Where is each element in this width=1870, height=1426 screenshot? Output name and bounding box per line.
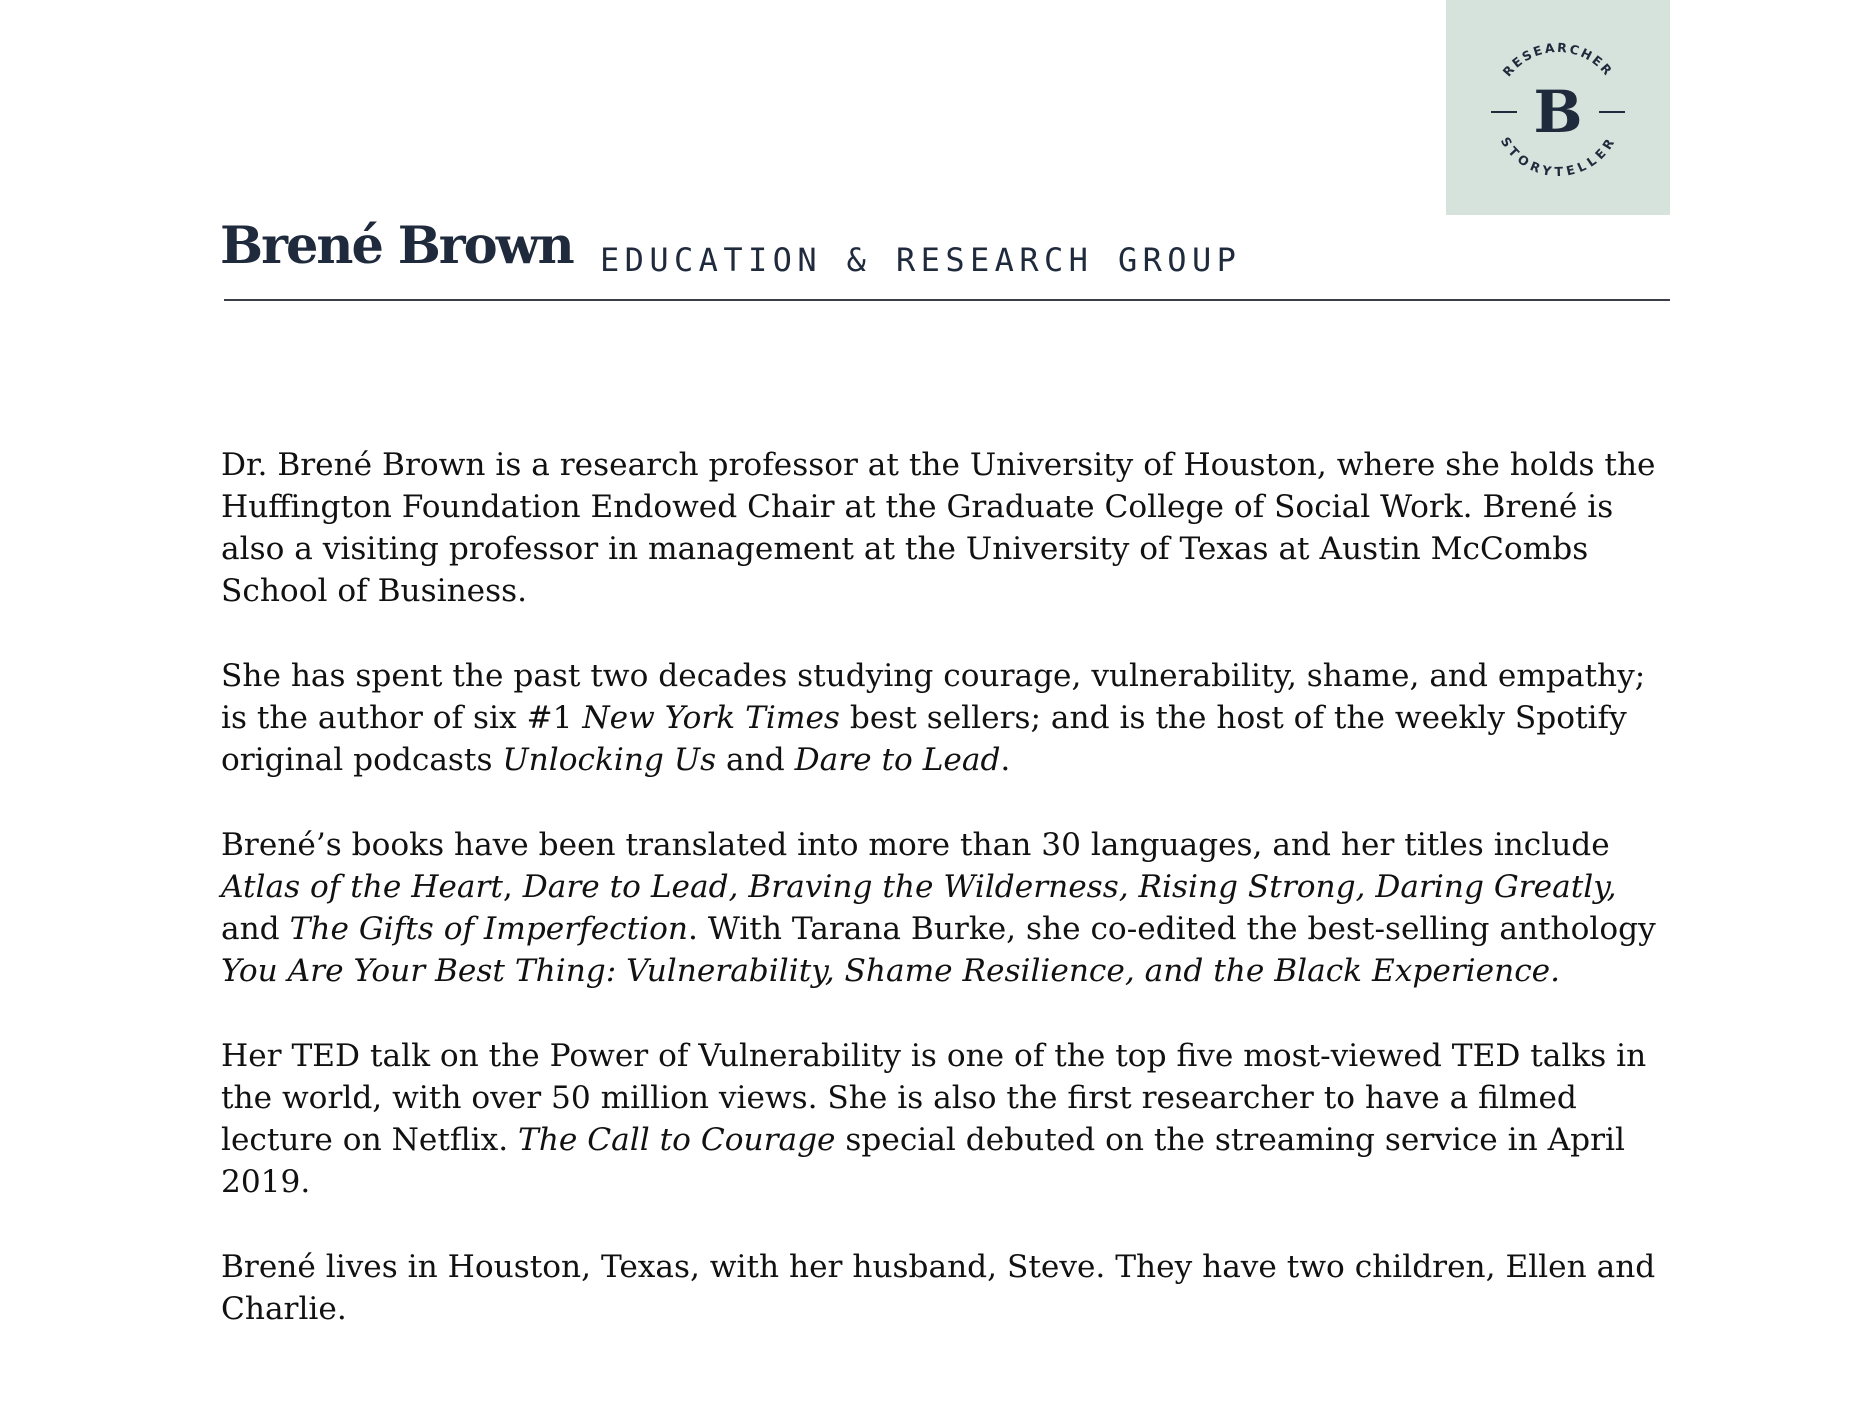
text-run: special debuted on the streaming service in April 2019. [221, 1122, 1625, 1200]
badge-letter: B [1533, 78, 1583, 146]
text-run: She has spent the past two decades studying courage, vulnerability, shame, and empathy; is the author of six #1 [221, 658, 1646, 736]
text-run: and [221, 911, 290, 947]
italic-title: Dare to Lead, Braving the Wilderness, Rising Strong, Daring Greatly, [522, 869, 1617, 905]
bio-paragraph-5: Brené lives in Houston, Texas, with her husband, Steve. They have two children, Ellen and Charlie. [221, 1249, 1656, 1327]
italic-title: The Call to Courage [518, 1122, 836, 1158]
text-run: and [716, 742, 795, 778]
text-run: , [502, 869, 523, 905]
bio-paragraph-1: Dr. Brené Brown is a research professor at the University of Houston, where she holds the Huffington Foundation Endowed Chair at the Graduate College of Social Work. Brené is also a visiting professor in management at the University of Texas at Austin McCombs School of Business. [221, 447, 1656, 609]
logo-badge [1446, 0, 1670, 215]
bio-paragraph-3 [221, 824, 1681, 992]
badge-bottom-text: STORYTELLER [1498, 134, 1618, 179]
bio-text [221, 444, 1681, 1373]
svg-text:RESEARCHER [1500, 40, 1617, 80]
researcher-storyteller-seal-icon [1446, 0, 1670, 215]
italic-title: You Are Your Best Thing: Vulnerability, Shame Resilience, and the Black Experience. [221, 953, 1561, 989]
text-run: Her TED talk on the Power of Vulnerability is one of the top five most-viewed TED talks in the world, with over 50 million views. She is also the first researcher to have a filmed lecture on Netflix. [221, 1038, 1647, 1158]
header-divider [224, 299, 1670, 301]
bio-paragraph-4 [221, 1035, 1681, 1203]
italic-title: Unlocking Us [502, 742, 717, 778]
text-run: . [1000, 742, 1011, 778]
badge-top-text: RESEARCHER [1499, 39, 1617, 80]
italic-title: Atlas of the Heart [221, 869, 503, 905]
text-run: . With Tarana Burke, she co-edited the best-selling anthology [688, 911, 1656, 947]
italic-title: New York Times [582, 700, 840, 736]
text-run: Brené’s books have been translated into more than 30 languages, and her titles include [221, 827, 1610, 863]
brand-subtitle: EDUCATION & RESEARCH GROUP [600, 241, 1242, 279]
brand-name: Brené Brown [220, 216, 573, 276]
italic-title: The Gifts of Imperfection [289, 911, 688, 947]
bio-paragraph-2 [221, 655, 1681, 781]
text-run: best sellers; and is the host of the weekly Spotify original podcasts [221, 700, 1627, 778]
italic-title: Dare to Lead [794, 742, 1001, 778]
